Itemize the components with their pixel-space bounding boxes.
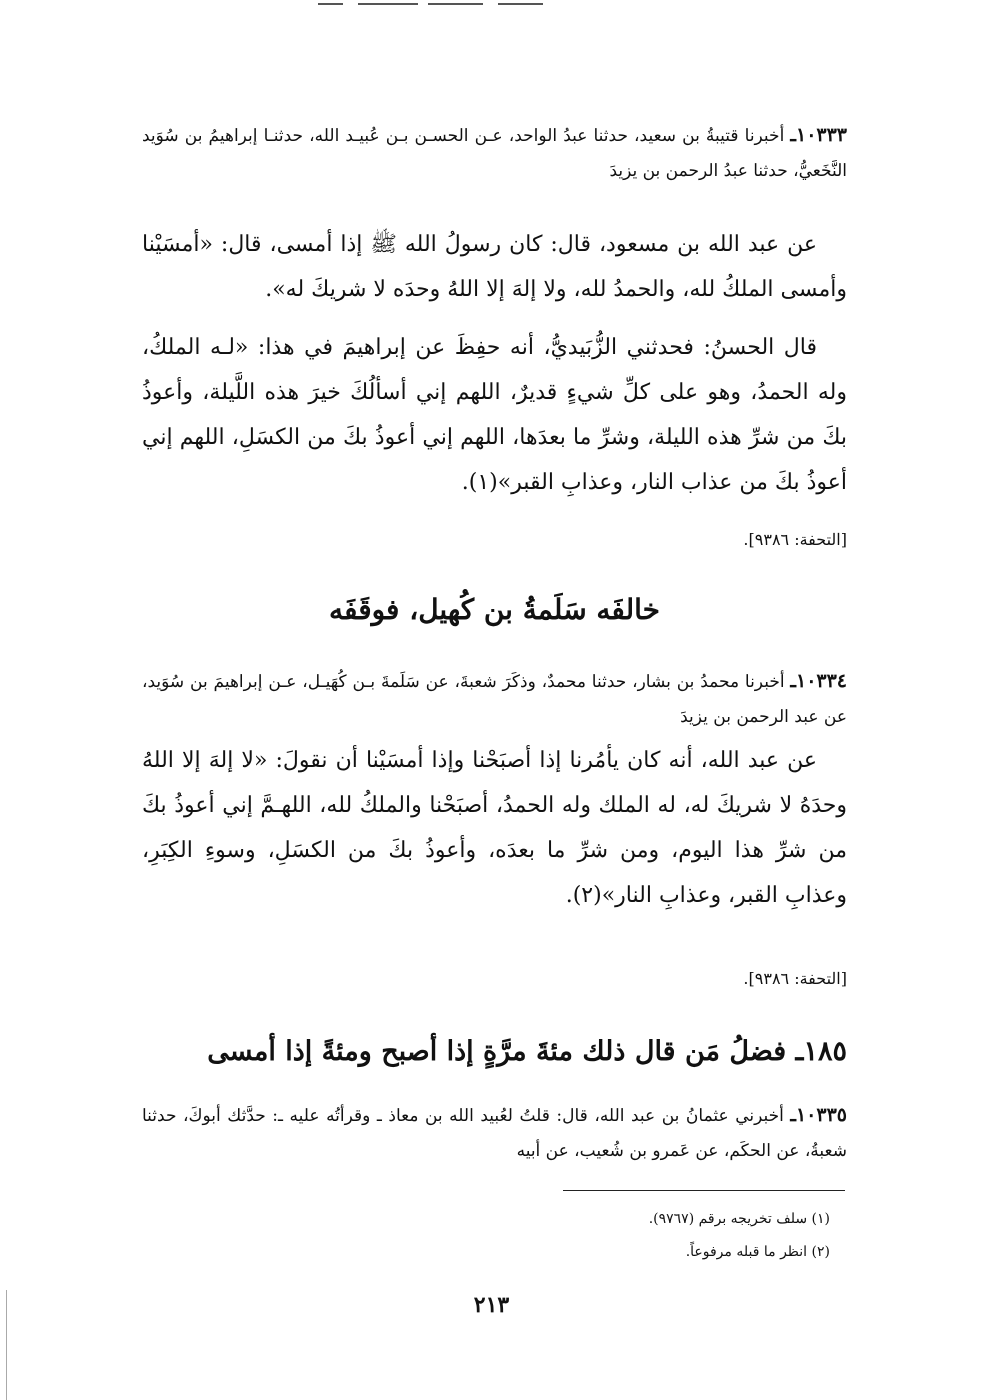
tuhfa-reference: [التحفة: ٩٣٨٦]. bbox=[743, 969, 847, 988]
hadith-10333-isnad bbox=[142, 118, 847, 189]
hadith-10335-isnad bbox=[142, 1098, 847, 1169]
footnote-2: (٢) انظر ما قبله مرفوعاً. bbox=[685, 1244, 830, 1260]
isnad-text: أخبرنا قتيبةُ بن سعيد، حدثنا عبدُ الواحد، عـن الحسـن بـن عُبيـد الله، حدثنـا إبراهيمُ بن سُوَيد النَّخَعيُّ، حدثنا عبدُ الرحمن بن يزيدَ bbox=[142, 126, 847, 181]
matn-text: عن عبد الله بن مسعود، قال: كان رسولُ الله ﷺ إذا أمسى، قال: «أمسَيْنا وأمسى الملكُ لله، والحمدُ لله، ولا إلهَ إلا اللهُ وحدَه لا شريكَ له». bbox=[142, 232, 847, 302]
hadith-10334-matn bbox=[142, 738, 847, 918]
hadith-number: ١٠٣٣٣ـ bbox=[790, 124, 848, 146]
matn-text: عن عبد الله، أنه كان يأمُرنا إذا أصبَحْنا وإذا أمسَيْنا أن نقولَ: «لا إلهَ إلا اللهُ وحدَهُ لا شريكَ له، له الملك وله الحمدُ، أصبَحْنا والملكُ لله، اللهـمَّ إني أعوذُ بكَ من شرِّ هذا اليوم، ومن شرِّ ما بعدَه، وأعوذُ بكَ من الكسَلِ، وسوءِ الكِبَرِ، وعذابِ القبر، وعذابِ النار»(٢). bbox=[142, 748, 847, 908]
isnad-text: أخبرنا محمدُ بن بشار، حدثنا محمدٌ، وذكَرَ شعبةَ، عن سَلَمةَ بـن كُهَيـل، عـن إبراهيمَ بن سُوَيد، عن عبد الرحمن بن يزيدَ bbox=[142, 672, 847, 727]
hadith-number: ١٠٣٣٤ـ bbox=[790, 670, 848, 692]
matn-text: قال الحسنُ: فحدثني الزُّبَيديُّ، أنه حفِظَ عن إبراهيمَ في هذا: «لـه الملكُ، وله الحمدُ، وهو على كلِّ شيءٍ قديرٌ، اللهم إني أسألُكَ خيرَ هذه اللَّيلة، وأعوذُ بكَ من شرِّ هذه الليلة، وشرِّ ما بعدَها، اللهم إني أعوذُ بكَ من الكسَلِ، اللهم إني أعوذُ بكَ من عذاب النار، وعذابِ القبر»(١). bbox=[142, 335, 847, 495]
isnad-text: أخبرني عثمانُ بن عبد الله، قال: قلتُ لعُبيد الله بن معاذ ـ وقرأتُه عليه ـ: حدَّثك أبوكَ، حدثنا شعبةُ، عن الحكَم، عن عَمرو بن شُعيب، عن أبيه bbox=[142, 1106, 847, 1161]
hadith-10333-matn bbox=[142, 222, 847, 312]
scan-top-marks bbox=[318, 0, 548, 10]
tuhfa-reference: [التحفة: ٩٣٨٦]. bbox=[743, 530, 847, 549]
hadith-10334-isnad bbox=[142, 664, 847, 735]
hadith-10333-matn-2 bbox=[142, 325, 847, 505]
footnote-separator bbox=[563, 1190, 845, 1191]
section-heading: خالفَه سَلَمةُ بن كُهيل، فوقَفَه bbox=[329, 593, 660, 626]
footnotes bbox=[500, 1203, 830, 1269]
page-number: ٢١٣ bbox=[473, 1292, 510, 1318]
chapter-heading: ١٨٥ـ فضلُ مَن قال ذلك مئةَ مرَّةٍ إذا أصبح ومئةً إذا أمسى bbox=[207, 1036, 847, 1067]
hadith-number: ١٠٣٣٥ـ bbox=[790, 1104, 847, 1126]
footnote-1: (١) سلف تخريجه برقم (٩٧٦٧). bbox=[648, 1211, 830, 1227]
